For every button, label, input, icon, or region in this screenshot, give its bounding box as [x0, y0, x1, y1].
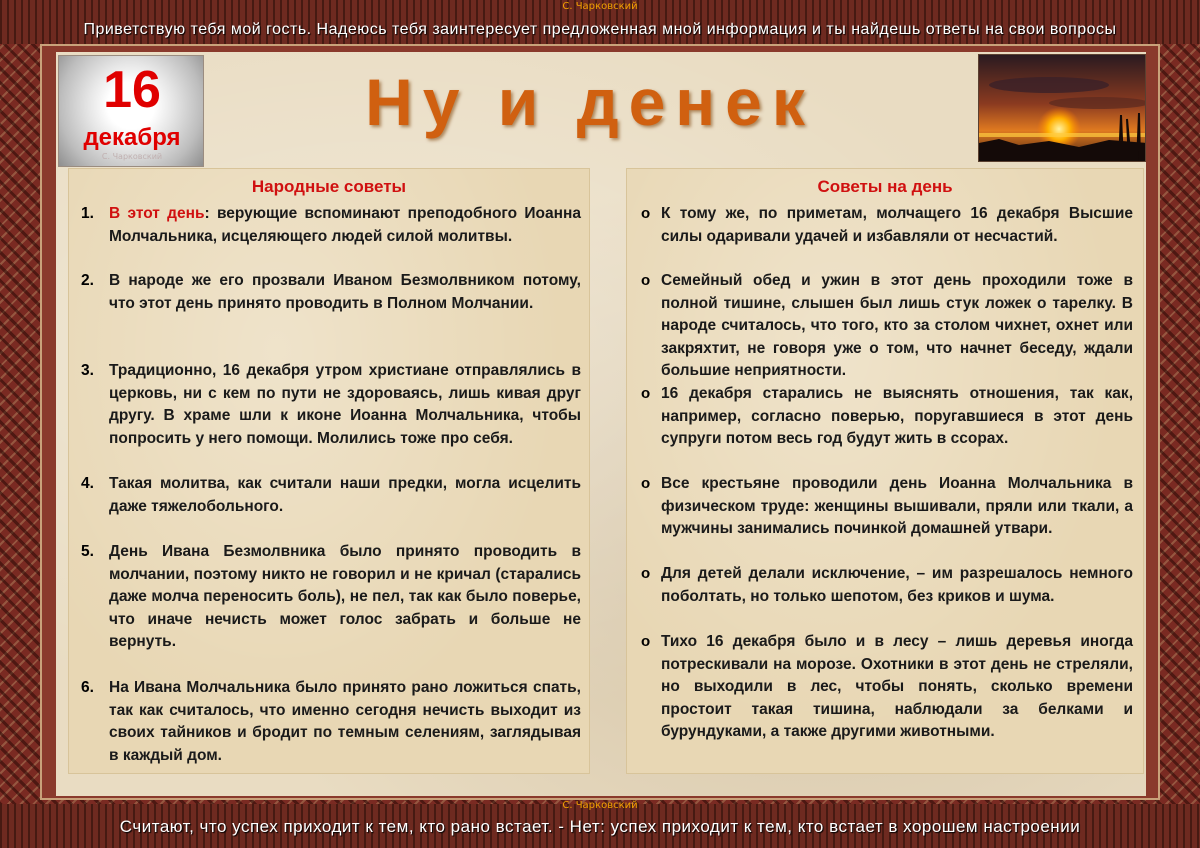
date-badge-credit: С. Чарковский [101, 152, 163, 161]
bullet-icon: o [641, 385, 651, 402]
page-title: Ну и денек [365, 65, 815, 139]
date-day: 16 [103, 61, 161, 119]
folk-advice-heading: Народные советы [251, 177, 407, 196]
daily-advice-heading: Советы на день [817, 177, 953, 196]
list-item: Такая молитва, как считали наши предки, могла исцелить даже тяжелобольного. [109, 475, 581, 515]
list-item: К тому же, по приметам, молчащего 16 декабря Высшие силы одаривали удачей и избавляли от несчастий. [661, 205, 1133, 245]
list-item: На Ивана Молчальника было принято рано ложиться спать, так как считалось, что именно сегодня нечисть выходит из своих тайников и бродит по темным селениям, заглядывая в каждый дом. [109, 679, 581, 764]
list-item: Тихо 16 декабря было и в лесу – лишь деревья иногда потрескивали на морозе. Охотники в этот день не стреляли, но выходили в лес, чтобы понять, сколько времени простоит такая тишина, наблюдали за белками и бурундуками, а также другими животными. [661, 633, 1133, 740]
list-item-lead: В этот день [109, 205, 205, 222]
list-item: Традиционно, 16 декабря утром христиане отправлялись в церковь, ни с кем по пути не здороваясь, лишь кивая друг другу. В храме шли к иконе Иоанна Молчальника, чтобы попросить у него помощи. Молились тоже про себя. [109, 362, 581, 447]
sunset-illustration [979, 55, 1146, 162]
list-number: 4. [81, 475, 94, 492]
bullet-icon: o [641, 565, 651, 582]
list-item: Семейный обед и ужин в этот день проходили тоже в полной тишине, слышен был лишь стук ложек о тарелку. В народе считалось, что того, кто за столом чихнет, охнет или закряхтит, не говоря уже о том, что начнет беседу, ждали большие неприятности. [661, 272, 1133, 379]
list-item: В народе же его прозвали Иваном Безмолвником потому, что этот день принято проводить в Полном Молчании. [109, 272, 581, 312]
list-item: Для детей делали исключение, – им разрешалось немного поболтать, но только шепотом, без криков и шума. [661, 565, 1133, 605]
list-number: 5. [81, 543, 94, 560]
date-badge [58, 55, 204, 167]
sunset-image [978, 54, 1146, 162]
footer-quote-text: Считают, что успех приходит к тем, кто рано встает. - Нет: успех приходит к тем, кто встает в хорошем настроении [119, 817, 1081, 836]
header-credit: С. Чарковский [562, 1, 638, 12]
header-greeting-text: Приветствую тебя мой гость. Надеюсь тебя заинтересует предложенная мной информация и ты найдешь ответы на свои вопросы [83, 21, 1117, 38]
bullet-icon: o [641, 633, 651, 650]
daily-advice-panel [626, 168, 1144, 774]
bullet-icon: o [641, 272, 651, 289]
list-number: 1. [81, 205, 94, 222]
list-item [109, 203, 581, 248]
list-item: День Ивана Безмолвника было принято проводить в молчании, поэтому никто не говорил и не кричал (старались даже молча переносить боль), не пел, так как было поверье, что иначе нечисть может голос забрать и больше не вернуть. [109, 543, 581, 650]
list-item: Все крестьяне проводили день Иоанна Молчальника в физическом труде: женщины вышивали, пряли или ткали, а мужчины занимались починкой домашней утвари. [661, 475, 1133, 537]
list-item-text: : верующие вспоминают преподобного Иоанна Молчальника, исцеляющего людей силой молитвы. [109, 205, 581, 245]
bullet-icon: o [641, 205, 651, 222]
list-number: 3. [81, 362, 94, 379]
list-item: 16 декабря старались не выяснять отношения, так как, например, согласно поверью, поругавшиеся в этот день супруги потом весь год будут жить в ссорах. [661, 385, 1133, 447]
list-number: 6. [81, 679, 94, 696]
footer-credit: С. Чарковский [562, 800, 638, 811]
bullet-icon: o [641, 475, 651, 492]
folk-advice-panel [68, 168, 590, 774]
date-month: декабря [83, 124, 181, 151]
list-number: 2. [81, 272, 94, 289]
